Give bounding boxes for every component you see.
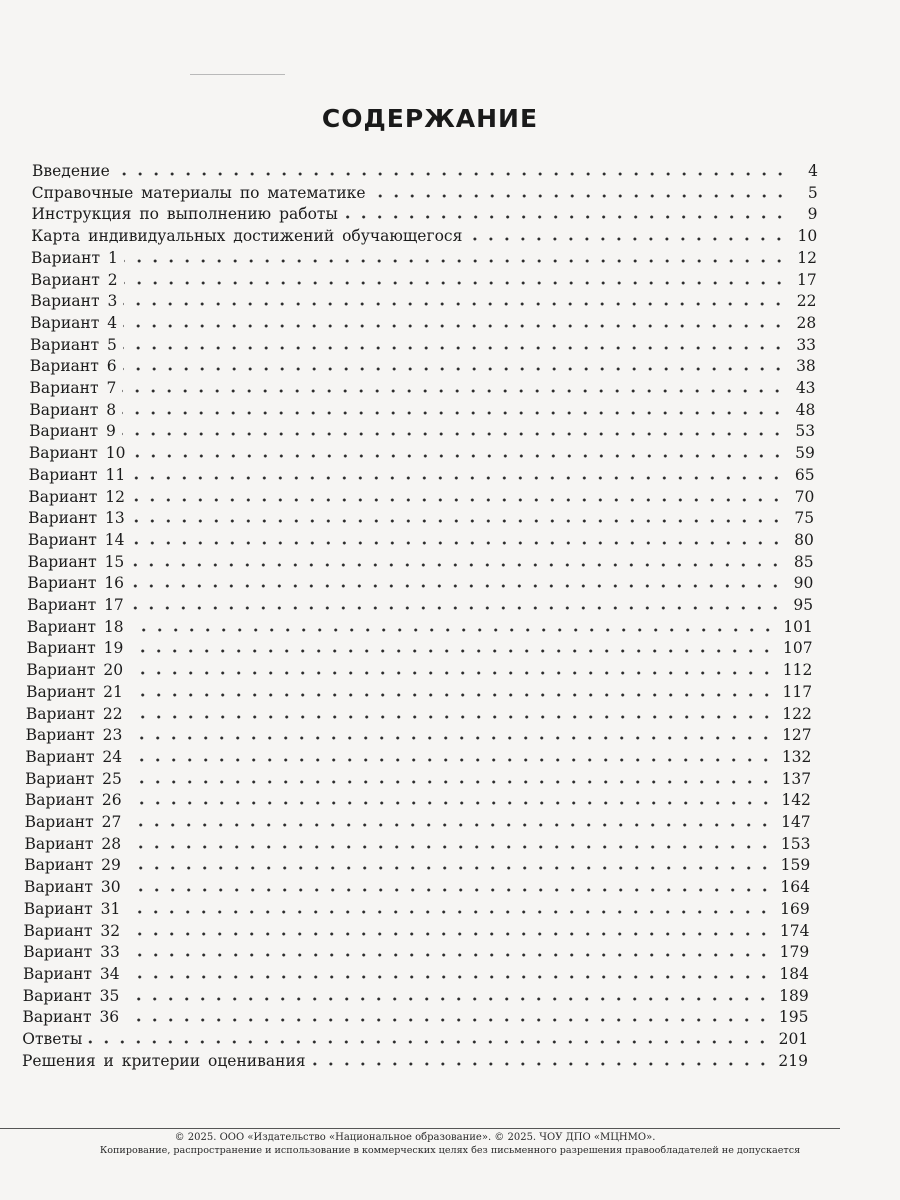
toc-entry (31, 225, 817, 247)
dot-leader (88, 1040, 770, 1044)
toc-entry (26, 659, 812, 681)
toc-entry-title: Вариант 2 (30, 270, 118, 289)
toc-entry-title: Вариант 14 (27, 530, 125, 549)
toc-entry (28, 507, 814, 529)
toc-entry (29, 399, 815, 421)
toc-entry (30, 355, 816, 377)
toc-entry-title: Вариант 22 (25, 704, 123, 723)
toc-entry-page-number: 95 (793, 596, 814, 614)
toc-entry-title: Вариант 32 (23, 921, 121, 940)
dot-leader (128, 801, 774, 805)
toc-entry-page-number: 65 (794, 465, 815, 484)
toc-entry-page-number: 132 (781, 747, 812, 766)
toc-entry (25, 789, 811, 811)
toc-entry-title: Вариант 30 (23, 878, 121, 897)
toc-entry (24, 854, 810, 876)
dot-leader (123, 346, 786, 350)
toc-entry-page-number: 147 (781, 813, 811, 831)
toc-entry (23, 963, 809, 985)
dot-leader (130, 628, 776, 632)
toc-entry-page-number: 174 (779, 921, 810, 940)
dot-leader (372, 194, 788, 198)
toc-entry-title: Вариант 9 (29, 422, 116, 441)
toc-entry (30, 312, 816, 334)
toc-entry-page-number: 80 (794, 530, 814, 549)
toc-entry-title: Вариант 27 (24, 813, 122, 831)
dot-leader (127, 866, 773, 870)
toc-entry-title: Введение (32, 162, 110, 180)
toc-entry-title: Вариант 23 (25, 726, 123, 745)
toc-entry (24, 898, 810, 920)
dot-leader (128, 780, 774, 784)
toc-entry-page-number: 101 (783, 617, 813, 636)
toc-entry-page-number: 17 (797, 270, 817, 289)
toc-entry-page-number: 4 (808, 162, 818, 180)
dot-leader (128, 736, 774, 740)
toc-entry-page-number: 122 (782, 704, 812, 723)
footer-copyright: © 2025. ООО «Издательство «Национальное образование». © 2025. ЧОУ ДПО «МЦНМО». (174, 1132, 656, 1143)
toc-entry (29, 464, 815, 486)
dot-leader (123, 302, 786, 306)
dot-leader (312, 1062, 771, 1066)
toc-entry (28, 486, 814, 508)
toc-entry-title: Вариант 3 (30, 292, 118, 311)
toc-entry-page-number: 22 (796, 292, 817, 311)
dot-leader (127, 823, 773, 827)
toc-entry-title: Вариант 34 (22, 964, 120, 983)
toc-entry-title: Вариант 20 (26, 661, 124, 680)
dot-leader (130, 563, 783, 567)
toc-entry (27, 572, 813, 594)
dot-leader (122, 432, 785, 436)
toc-entry-page-number: 10 (797, 227, 818, 246)
toc-entry (32, 203, 818, 225)
toc-entry-page-number: 179 (779, 943, 810, 962)
toc-entry-title: Вариант 8 (29, 400, 117, 419)
toc-entry (28, 551, 814, 573)
toc-entry (31, 269, 817, 291)
toc-entry-page-number: 90 (793, 574, 814, 593)
dot-leader (128, 758, 774, 762)
toc-entry-page-number: 33 (796, 335, 817, 354)
dot-leader (129, 649, 775, 653)
dot-leader (131, 498, 784, 502)
toc-entry (23, 941, 809, 963)
toc-entry-page-number: 164 (780, 878, 810, 897)
dot-leader (131, 519, 784, 523)
toc-entry-title: Вариант 4 (30, 313, 118, 332)
toc-entry-title: Вариант 21 (26, 682, 123, 701)
dot-leader (127, 845, 773, 849)
toc-entry (27, 637, 813, 659)
toc-entry-page-number: 153 (780, 834, 811, 853)
dot-leader (468, 237, 787, 241)
toc-entry-title: Ответы (22, 1030, 83, 1048)
toc-entry-title: Вариант 10 (28, 444, 126, 463)
dot-leader (126, 932, 772, 936)
toc-entry-title: Вариант 11 (28, 465, 126, 484)
toc-entry (29, 420, 815, 442)
toc-entry (31, 247, 817, 269)
toc-entry (25, 746, 811, 768)
toc-entry (26, 703, 812, 725)
toc-entry (32, 182, 818, 204)
toc-entry (28, 529, 814, 551)
toc-entry-title: Вариант 29 (24, 856, 121, 875)
toc-entry-page-number: 201 (778, 1030, 809, 1048)
toc-entry (30, 334, 816, 356)
toc-entry-page-number: 70 (794, 487, 815, 506)
toc-entry (23, 985, 809, 1007)
toc-entry-title: Решения и критерии оценивания (22, 1051, 306, 1070)
toc-entry (24, 876, 810, 898)
toc-entry (25, 768, 811, 790)
toc-entry-page-number: 5 (807, 183, 818, 202)
toc-entry-title: Вариант 13 (28, 509, 125, 528)
toc-entry-title: Вариант 12 (28, 487, 126, 506)
dot-leader (127, 888, 773, 892)
toc-entry (26, 681, 812, 703)
toc-entry-title: Вариант 26 (24, 791, 122, 810)
dot-leader (130, 584, 783, 588)
toc-entry-title: Вариант 25 (25, 769, 122, 788)
toc-entry (27, 594, 813, 616)
toc-entry-page-number: 219 (778, 1051, 808, 1070)
dot-leader (124, 259, 787, 263)
toc-entry-page-number: 38 (796, 357, 816, 376)
dot-leader (125, 1018, 771, 1022)
toc-entry (32, 160, 818, 182)
dot-leader (129, 693, 775, 697)
toc-entry-title: Вариант 24 (25, 747, 123, 766)
toc-entry-page-number: 189 (779, 986, 809, 1005)
toc-entry-page-number: 184 (779, 964, 809, 983)
toc-entry-title: Вариант 1 (31, 248, 118, 267)
toc-entry-title: Вариант 28 (24, 834, 122, 853)
toc-entry-page-number: 159 (780, 856, 811, 875)
toc-entry-title: Вариант 35 (22, 986, 120, 1005)
dot-leader (116, 172, 788, 176)
toc-entry (31, 290, 817, 312)
dot-leader (122, 389, 785, 393)
toc-entry (22, 1050, 808, 1072)
toc-entry (30, 377, 816, 399)
dot-leader (129, 715, 775, 719)
toc-entry-title: Карта индивидуальных достижений обучающегося (31, 227, 463, 246)
dot-leader (123, 324, 786, 328)
dot-leader (129, 671, 775, 675)
toc-entry-page-number: 59 (795, 444, 815, 463)
toc-entry-title: Вариант 18 (26, 617, 124, 636)
toc-entry (22, 1028, 808, 1050)
toc-entry-page-number: 127 (782, 726, 812, 745)
toc-entry-page-number: 112 (782, 661, 813, 680)
dot-leader (123, 367, 786, 371)
toc-entry-page-number: 53 (795, 422, 816, 441)
toc-entry (25, 811, 811, 833)
toc-entry-title: Вариант 19 (26, 639, 124, 658)
toc-entry-page-number: 75 (794, 509, 815, 528)
dot-leader (125, 997, 771, 1001)
toc-entry-title: Вариант 15 (27, 552, 125, 571)
toc-entry-title: Вариант 16 (27, 574, 125, 593)
dot-leader (122, 411, 785, 415)
dot-leader (131, 476, 784, 480)
toc-entry (24, 833, 810, 855)
toc-entry-title: Инструкция по выполнению работы (31, 205, 338, 224)
toc-entry-title: Вариант 36 (22, 1008, 120, 1027)
footer-divider (0, 1128, 840, 1129)
toc-entry-page-number: 28 (796, 313, 817, 332)
toc-entry (22, 1006, 808, 1028)
toc-entry-page-number: 9 (807, 205, 818, 224)
dot-leader (126, 910, 772, 914)
toc-entry-title: Вариант 31 (23, 899, 121, 918)
dot-leader (131, 541, 784, 545)
dot-leader (126, 975, 772, 979)
toc-entry-page-number: 48 (795, 400, 816, 419)
toc-entry-page-number: 169 (780, 899, 810, 918)
toc-entry (27, 616, 813, 638)
toc-entry-page-number: 107 (783, 639, 813, 658)
dot-leader (126, 953, 772, 957)
toc-entry-page-number: 43 (795, 379, 816, 397)
toc-entry-title: Вариант 5 (30, 335, 117, 354)
toc-entry-page-number: 117 (782, 682, 813, 701)
toc-entry-page-number: 137 (781, 769, 812, 788)
page-title: СОДЕРЖАНИЕ (321, 104, 539, 133)
toc-entry-page-number: 142 (781, 791, 811, 810)
toc-entry-page-number: 85 (793, 552, 814, 571)
toc-entry-title: Вариант 7 (29, 379, 117, 397)
dot-leader (132, 454, 785, 458)
toc-entry (29, 442, 815, 464)
toc-entry-title: Вариант 33 (23, 943, 120, 962)
toc-entry-title: Вариант 17 (27, 596, 124, 614)
toc-entry (26, 724, 812, 746)
top-rule (190, 74, 285, 75)
toc-entry-title: Справочные материалы по математике (31, 183, 366, 202)
toc-entry-page-number: 12 (797, 248, 818, 267)
toc-entry (23, 920, 809, 942)
dot-leader (344, 215, 788, 219)
toc-entry-title: Вариант 6 (29, 357, 117, 376)
dot-leader (124, 281, 787, 285)
toc-entry-page-number: 195 (778, 1008, 809, 1027)
dot-leader (130, 606, 783, 610)
footer-legal-notice: Копирование, распространение и использование в коммерческих целях без письменного разрешения правообладателей не допускается (99, 1145, 801, 1156)
